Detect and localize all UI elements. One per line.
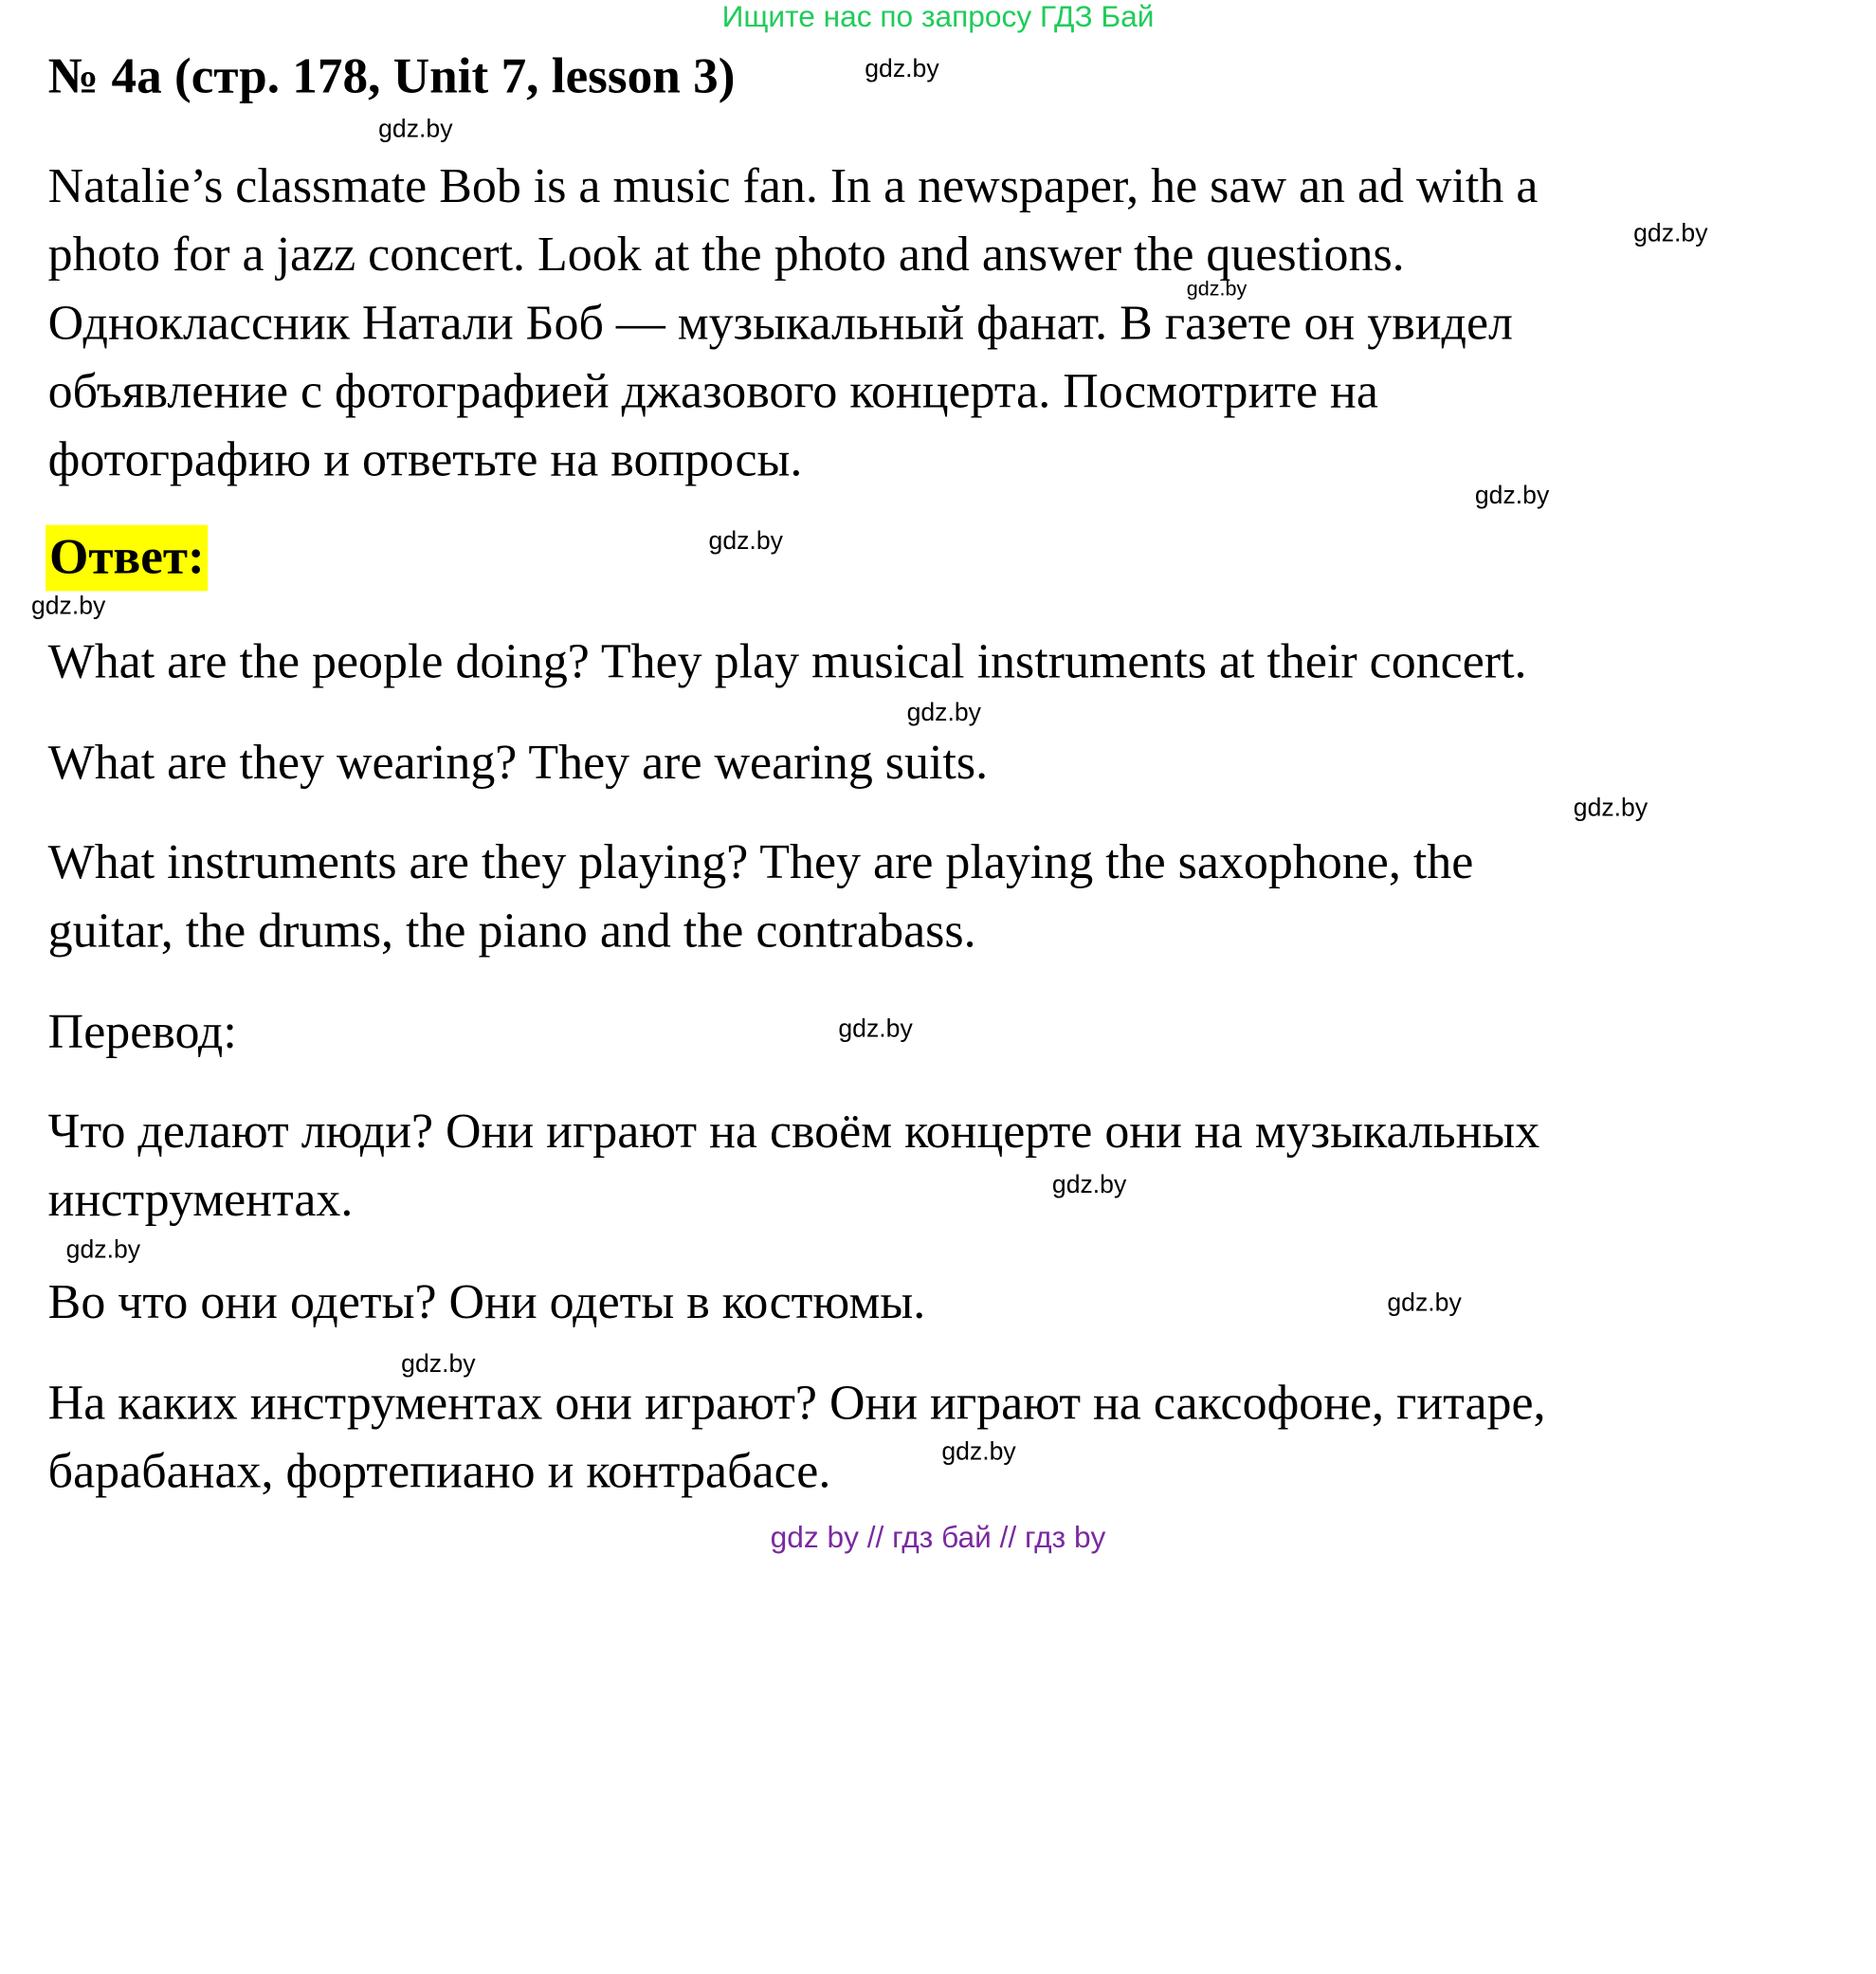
- watermark: gdz.by: [865, 55, 939, 83]
- watermark: gdz.by: [708, 527, 783, 556]
- task-russian-line: объявление с фотографией джазового концерта. Посмотрите на: [47, 362, 1378, 418]
- watermark: gdz.by: [1051, 1171, 1127, 1199]
- answer-line: Что делают люди? Они играют на своём концерте они на музыкальных: [47, 1103, 1540, 1159]
- watermark: gdz.by: [1633, 219, 1708, 248]
- task-russian-line: фотографию и ответьте на вопросы.: [47, 430, 803, 487]
- watermark: gdz.by: [838, 1014, 913, 1043]
- task-english: [48, 152, 1539, 288]
- answer-line: What are the people doing? They play musical instruments at their concert.: [47, 632, 1527, 688]
- answer-line: На каких инструментах они играют? Они играют на саксофоне, гитаре,: [47, 1374, 1546, 1430]
- answer-line: барабанах, фортепиано и контрабасе.: [47, 1442, 831, 1498]
- top-banner: Ищите нас по запросу ГДЗ Бай: [721, 0, 1155, 34]
- watermark: gdz.by: [906, 699, 981, 727]
- task-russian-line: Одноклассник Натали Боб — музыкальный фанат. В газете он увидел: [47, 294, 1513, 350]
- watermark: gdz.by: [65, 1235, 141, 1264]
- answer-label: Ответ:: [46, 525, 208, 592]
- watermark: gdz.by: [1387, 1289, 1462, 1317]
- watermark: gdz.by: [378, 115, 453, 143]
- watermark: gdz.by: [1573, 794, 1648, 822]
- answer-en-1: [48, 627, 1527, 695]
- watermark: gdz.by: [30, 592, 106, 620]
- watermark: gdz.by: [1186, 277, 1248, 301]
- answer-line: инструментах.: [47, 1171, 354, 1227]
- answer-line: Во что они одеты? Они одеты в костюмы.: [47, 1273, 926, 1329]
- answer-ru-1: [48, 1097, 1540, 1234]
- answer-en-3: [48, 828, 1474, 964]
- answer-line: What are they wearing? They are wearing suits.: [47, 734, 989, 790]
- answer-en-2: [48, 728, 988, 796]
- watermark: gdz.by: [1474, 482, 1550, 510]
- translation-label: Перевод:: [47, 1002, 237, 1059]
- watermark: gdz.by: [941, 1437, 1016, 1466]
- watermark: gdz.by: [401, 1350, 476, 1379]
- answer-ru-3: [48, 1368, 1546, 1505]
- footer-watermark: gdz by // гдз бай // гдз by: [770, 1521, 1106, 1555]
- task-russian: [48, 288, 1513, 494]
- answer-line: guitar, the drums, the piano and the contrabass.: [47, 902, 976, 958]
- task-english-line: Natalie’s classmate Bob is a music fan. In a newspaper, he saw an ad with a: [47, 156, 1539, 213]
- answer-ru-2: [48, 1268, 926, 1336]
- exercise-title: № 4a (стр. 178, Unit 7, lesson 3): [47, 48, 736, 105]
- task-english-line: photo for a jazz concert. Look at the photo and answer the questions.: [47, 226, 1405, 282]
- answer-line: What instruments are they playing? They are playing the saxophone, the: [47, 833, 1474, 889]
